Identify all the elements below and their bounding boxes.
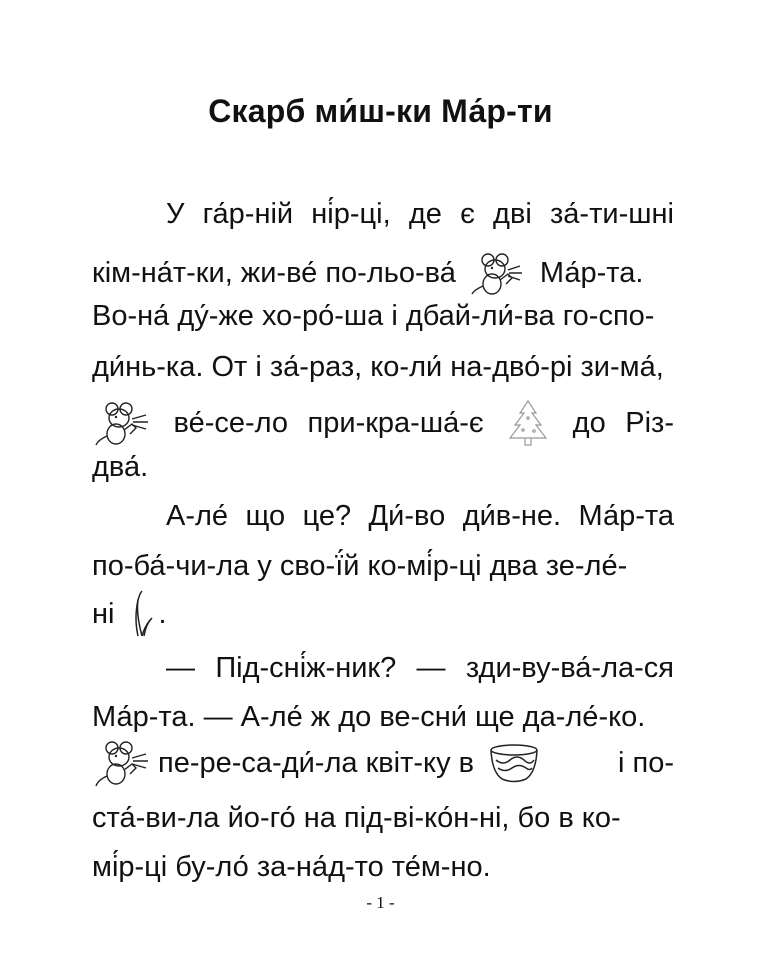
text-line-14: мі́р-ці бу-ло́ за-на́д-то те́м-но. [92, 851, 491, 883]
text-line-3: Во-на́ ду́-же хо-ро́-ша і дбай-ли́-ва го-спо- [92, 300, 655, 332]
word: зди-ву-ва́-ла-ся [465, 652, 674, 684]
flower-pot-icon [488, 742, 540, 784]
text-fragment: пе-ре-са-ди́-ла квіт-ку в [158, 746, 475, 779]
word: це? [302, 500, 352, 532]
word: де [408, 198, 442, 230]
word: дві [493, 198, 532, 230]
text-line-10 [166, 654, 674, 683]
text-line-2 [92, 250, 674, 296]
text-fragment: і по- [618, 746, 674, 779]
text-line-11: Ма́р-та. — А-ле́ ж до ве-сни́ ще да-ле́-ко. [92, 701, 646, 733]
word: У [166, 198, 185, 230]
word: ди́в-не. [462, 500, 562, 532]
text-line-13: ста́-ви-ла йо-го́ на під-ві-ко́н-ні, бо в ко- [92, 802, 621, 834]
word: що [245, 500, 286, 532]
word: га́р-ній [202, 198, 294, 230]
mouse-icon [92, 738, 154, 788]
line-12-left [92, 738, 540, 788]
word: Різ- [625, 406, 674, 439]
story-title: Скарб ми́ш-ки Ма́р-ти [208, 93, 553, 129]
word: є [460, 198, 475, 230]
word: при-кра-ша́-є [307, 406, 484, 439]
text-line-5 [92, 398, 674, 448]
word: ні́р-ці, [311, 198, 391, 230]
mouse-icon [92, 399, 154, 447]
snowdrop-icon [124, 590, 158, 638]
word: Ма́р-та [578, 500, 674, 532]
word: А-ле́ [166, 500, 229, 532]
word: — [416, 652, 446, 684]
text-line-7 [166, 502, 674, 531]
word: ні [92, 597, 115, 630]
text-line-12 [92, 738, 674, 788]
word: ве́-се-ло [173, 406, 289, 439]
text-line-6: два́. [92, 451, 149, 483]
text-fragment: кім-на́т-ки, жи-ве́ по-льо-ва́ [92, 256, 456, 289]
text-line-9 [92, 590, 674, 638]
mouse-icon [468, 250, 528, 296]
text-line-1 [166, 200, 674, 229]
text-fragment: Ма́р-та. [539, 256, 644, 289]
word: за́-ти-шні [550, 198, 674, 230]
christmas-tree-icon [503, 398, 553, 448]
text-line-8: по-ба́-чи-ла у сво-ї́й ко-мі́р-ці два зе-ле́- [92, 550, 628, 582]
text-line-4: ди́нь-ка. От і за́-раз, ко-ли́ на-дво́-рі зи-ма́, [92, 351, 664, 383]
word: до [572, 406, 606, 439]
word: Під-сні́ж-ник? [215, 652, 397, 684]
word: — [166, 652, 195, 684]
text-fragment: . [158, 597, 167, 630]
page-number: - 1 - [366, 893, 395, 912]
word: Ди́-во [368, 500, 446, 532]
